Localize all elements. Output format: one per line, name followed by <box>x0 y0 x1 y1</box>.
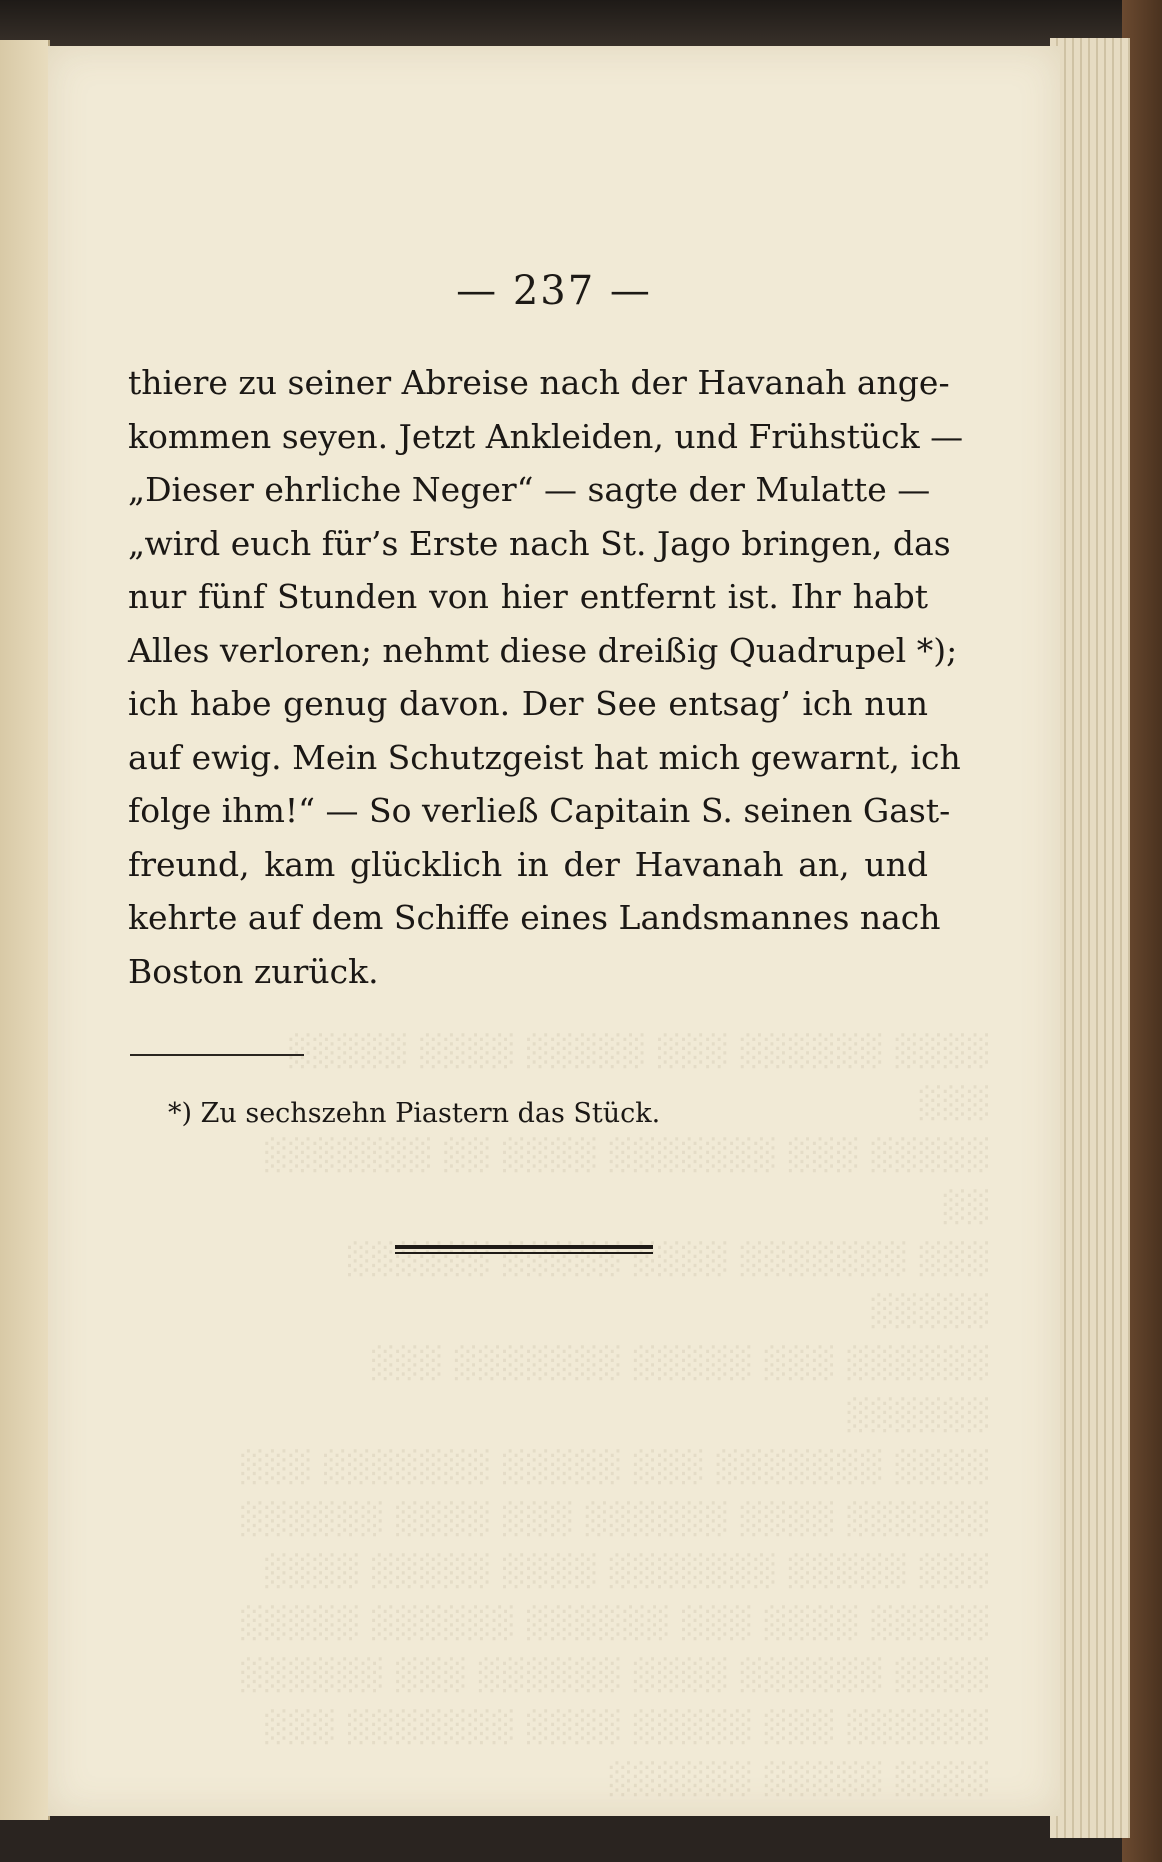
text-line: freund, kam glücklich in der Havanah an, und <box>128 844 928 884</box>
text-line: kehrte auf dem Schiffe eines Landsmannes nach <box>128 898 941 937</box>
text-line: nur fünf Stunden von hier entfernt ist. Ihr habt <box>128 577 928 616</box>
show-through-texture: ░░░░ ░░░░░░ ░░░ ░░░░░ ░░░░ ░░░░░ ░░░ ░░░░░ ░░░ ░░░░░░░ ░░░░ ░░ ░░░░░░░ ░░ ░░░ ░░░░░░░ ░░░░ ░░░░░ ░░░░░░ ░░░░░ ░░░░░░ ░░░ ░░░░░ ░░░░░░░ ░░░ ░░░░░░ ░░░░ ░░░░░░░ ░░░ ░░░░░ ░░░░░░░ ░░░ ░░░░░░ ░░░░ ░░░░░░ ░░░ ░░░░ ░░░░░░ ░░░ ░░░░░ ░░░░░░░ ░░░░ ░░░░░ ░░░░ ░░░░░ ░░░░ ░░░ ░░░░░░ ░░░░░░ ░░░░░ ░░░░ ░░░░░░ ░░░░ ░░░░░░ ░░░ ░░░░░░ ░░░░░░ ░░░ ░░░░░ ░░░░ ░░░░░░░ ░░░ ░░░░ ░░░░░ ░░░░░░ <box>237 1034 988 1797</box>
facing-page-edge <box>0 40 50 1820</box>
page-number: — 237 — <box>456 268 652 314</box>
end-ornament-rule <box>395 1245 653 1254</box>
text-line: kommen seyen. Jetzt Ankleiden, und Frühstück — <box>128 416 964 456</box>
text-line: Boston zurück. <box>128 951 379 991</box>
text-line: Alles verloren; nehmt diese dreißig Quadrupel *); <box>128 630 958 670</box>
end-rule-thick <box>395 1245 653 1249</box>
footnote-divider <box>130 1054 304 1056</box>
body-paragraph <box>128 356 964 998</box>
footnote: *) Zu sechszehn Piastern das Stück. <box>168 1098 661 1129</box>
end-rule-thin <box>395 1252 653 1254</box>
book-page <box>48 46 1060 1816</box>
text-line: „wird euch für’s Erste nach St. Jago bringen, das <box>128 523 951 563</box>
text-line: ich habe genug davon. Der See entsag’ ich nun <box>128 684 928 723</box>
text-line: folge ihm!“ — So verließ Capitain S. seinen Gast- <box>128 791 951 830</box>
book-binding-top <box>0 0 1162 50</box>
text-line: thiere zu seiner Abreise nach der Havanah ange- <box>128 363 950 402</box>
text-line: auf ewig. Mein Schutzgeist hat mich gewarnt, ich <box>128 737 961 777</box>
page-stack-edges <box>1050 38 1130 1838</box>
text-line: „Dieser ehrliche Neger“ — sagte der Mulatte — <box>128 470 931 509</box>
